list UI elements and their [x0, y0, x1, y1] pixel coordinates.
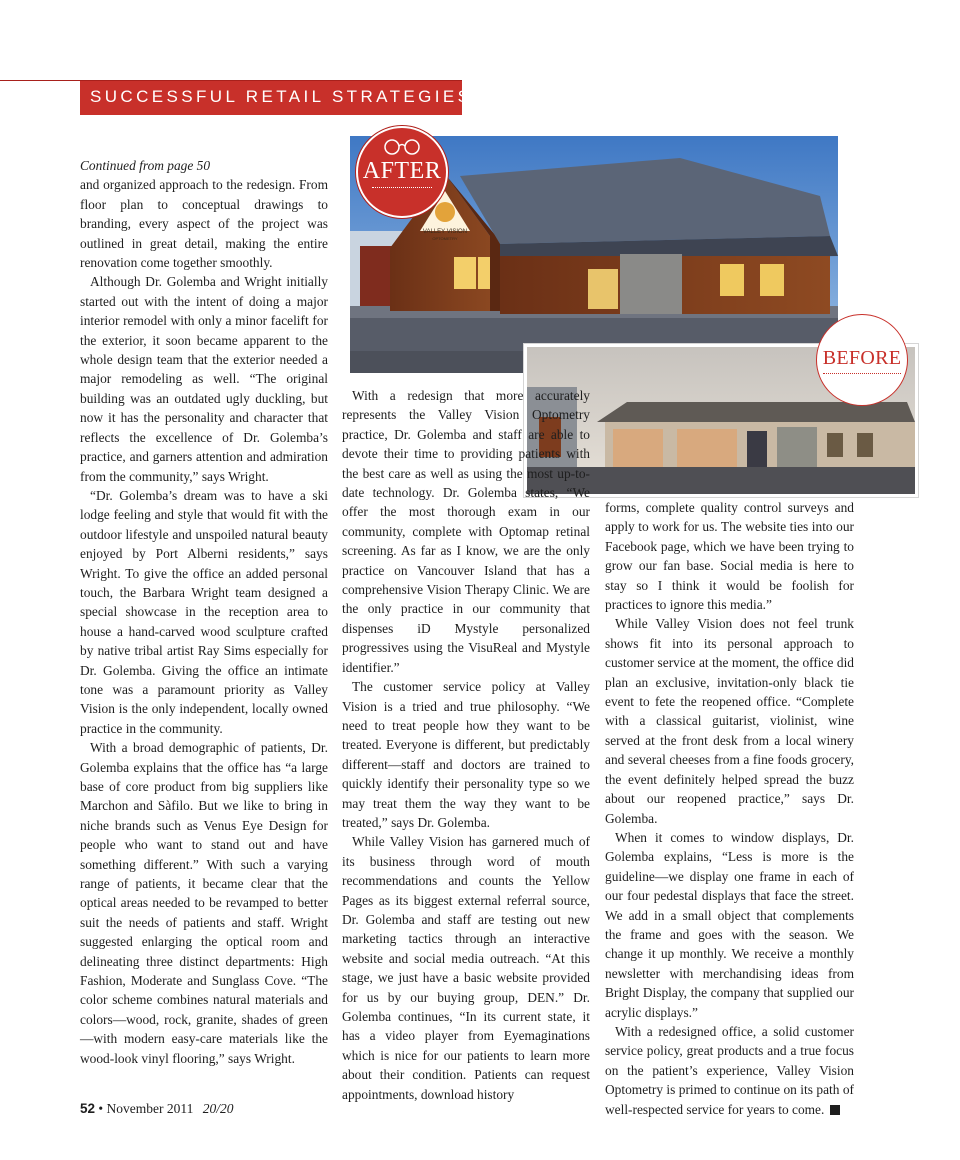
- magazine-name: 20/20: [202, 1101, 234, 1116]
- section-title: SUCCESSFUL RETAIL STRATEGIES: [90, 87, 473, 106]
- paragraph: Although Dr. Golemba and Wright initially started out with the intent of doing a major interior remodel with only a minor facelift for the exterior, it soon became apparent to the whole design team that the exterior needed a major remodeling as well. “The original building was an outdated ugly duckling, but now it has the personality and character that reflects the excellence of Dr. Golemba’s practice, and garners attention and admiration from the community,” says Wright.: [80, 274, 328, 484]
- paragraph: forms, complete quality control surveys and apply to work for us. The website ties into our Facebook page, which we have been trying to grow our fan base. Social media is here to stay so I think it would be foolish for practices to ignore this media.”: [605, 500, 854, 613]
- article-column-2: [342, 386, 590, 1104]
- paragraph: While Valley Vision does not feel trunk shows fit into its personal approach to customer service at the moment, the office did plan an exclusive, invitation-only black tie event to fete the reopened office. “Complete with a classical guitarist, violinist, wine served at the front desk from a local winery and several cheeses from a fine foods grocery, the event definitely helped spread the buzz about our reopened practice,” says Dr. Golemba.: [605, 616, 854, 826]
- page-number: 52: [80, 1101, 96, 1116]
- last-paragraph: [605, 1022, 854, 1119]
- after-label-underline: [372, 187, 432, 188]
- before-label-underline: [823, 373, 901, 374]
- section-header-bar: [0, 80, 473, 115]
- issue-date: November 2011: [106, 1101, 194, 1116]
- paragraph-text: With a redesigned office, a solid customer service policy, great products and a true focus on the patient’s experience, Valley Vision Optometry is primed to continue on its path of well-respected service for years to come.: [605, 1023, 854, 1117]
- page-footer: [80, 1101, 234, 1117]
- after-sign-subtext: OPTOMETRY: [432, 236, 458, 241]
- before-badge: [816, 314, 908, 406]
- paragraph: When it comes to window displays, Dr. Golemba explains, “Less is more is the guideline—we display one frame in each of our four pedestal displays that face the street. We add in a small object that complements the frame and goes with the season. We change it up monthly. We receive a monthly newsletter with merchandising ideas from Bright Display, the company that supplied our acrylic displays.”: [605, 829, 854, 1020]
- after-label: AFTER: [362, 158, 442, 184]
- after-badge: [356, 126, 448, 218]
- end-mark-icon: [830, 1105, 840, 1115]
- article-column-3: [605, 498, 854, 1119]
- paragraph: While Valley Vision has garnered much of its business through word of mouth recommendations and counts the Yellow Pages as its biggest external referral source, Dr. Golemba and staff are testing out new marketing tactics through an interactive website and social media outreach. “At this stage, we just have a basic website provided for us by our buying group, DEN.” Dr. Golemba continues, “In its current state, it has a video player from Eyemaginations which is nice for our patients to learn more about their condition. Patients can request appointments, download history: [342, 834, 590, 1102]
- continued-from-note: Continued from page 50: [80, 158, 211, 173]
- paragraph: With a broad demographic of patients, Dr. Golemba explains that the office has “a large base of core product from big suppliers like Marchon and Sàfilo. But we like to bring in niche brands such as Venus Eye Design for people who want to stand out and have something different.” With such a varying range of patients, it became clear that the optical areas needed to be revamped to better suit the needs of patients and staff. Wright suggested enlarging the optical room and delineating three distinct departments: High Fashion, Moderate and Sunglass Cove. “The color scheme combines natural materials and colors—wood, rock, granite, shades of green—with modern easy-care materials like the wood-look vinyl flooring,” says Wright.: [80, 740, 328, 1066]
- glasses-icon: [382, 138, 422, 156]
- article-column-1: [80, 156, 328, 1068]
- footer-separator: •: [98, 1101, 104, 1116]
- before-label: BEFORE: [822, 347, 902, 369]
- paragraph: and organized approach to the redesign. From floor plan to conceptual drawings to branding, every aspect of the project was outlined in great detail, making the entire renovation come together smoothly.: [80, 177, 328, 271]
- after-sign-text: VALLEY VISION: [422, 229, 468, 235]
- paragraph: The customer service policy at Valley Vision is a tried and true philosophy. “We need to treat people how they want to be treated. Everyone is different, but predictably different—staff and doctors are trained to quickly identify their personality type so we may treat them the way they want to be treated,” says Dr. Golemba.: [342, 679, 590, 830]
- paragraph: With a redesign that more accurately represents the Valley Vision Optometry practice, Dr. Golemba and staff are able to devote their time to providing patients with the best care as well as using the most up-to-date technology. Dr. Golemba states, “We offer the most thorough exam in our community, complete with Optomap retinal screening. As far as I know, we are the only practice on Vancouver Island that has a comprehensive Vision Therapy Clinic. We are the only practice in our community that dispenses iD Mystyle personalized progressives using the VisuReal and Mystyle identifier.”: [342, 388, 590, 675]
- paragraph: “Dr. Golemba’s dream was to have a ski lodge feeling and style that would fit with the outdoor lifestyle and unspoiled natural beauty enjoyed by Port Alberni residents,” says Wright. To give the office an added personal touch, the Barbara Wright team designed a special showcase in the reception area to house a hand-carved wood sculpture crafted by native tribal artist Ray Sims especially for Dr. Golemba. Giving the office an intimate tone was a paramount priority as Valley Vision is the only independent, locally owned practice in the community.: [80, 487, 328, 736]
